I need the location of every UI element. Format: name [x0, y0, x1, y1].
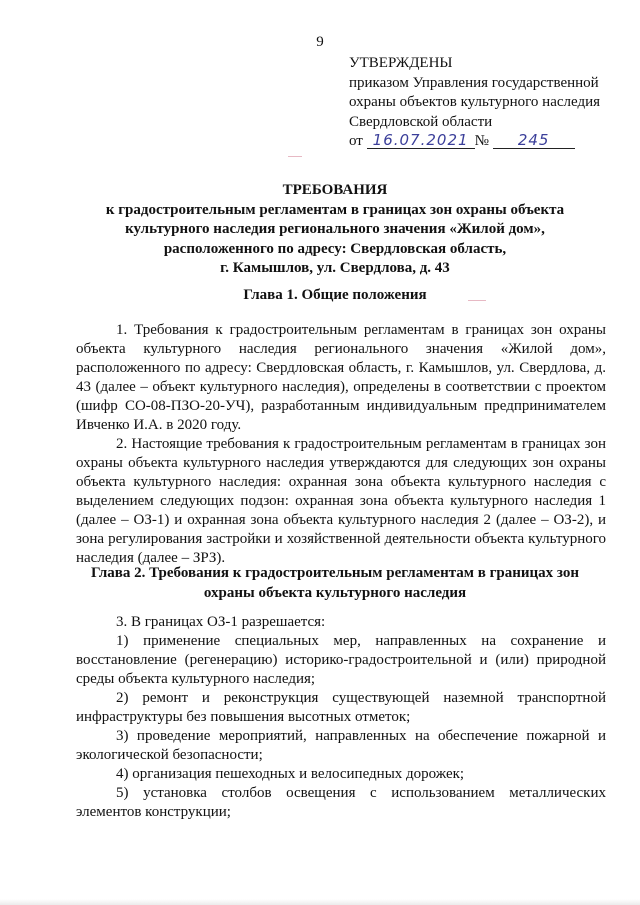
title-line: г. Камышлов, ул. Свердлова, д. 43 — [220, 260, 450, 276]
approval-stamp — [349, 54, 634, 152]
title-line: расположенного по адресу: Свердловская область, — [163, 240, 507, 257]
number-prefix: № — [474, 133, 489, 149]
approval-date-line — [349, 132, 634, 152]
chapter2-body — [76, 613, 606, 822]
title-line: к градостроительным регламентам в границах зон охраны объекта — [105, 201, 565, 218]
approval-line-order: приказом Управления государственной — [349, 74, 599, 91]
chapter2-heading-line: Глава 2. Требования к градостроительным регламентам в границах зон — [90, 565, 580, 581]
chapter1-body — [76, 321, 606, 568]
chapter2-heading-line: охраны объекта культурного наследия — [203, 584, 467, 601]
handwritten-date: 16.07.2021 — [367, 132, 475, 149]
list-item: 4) организация пешеходных и велосипедных дорожек; — [116, 766, 465, 782]
handwritten-number: 245 — [493, 132, 575, 149]
approval-heading: УТВЕРЖДЕНЫ — [349, 55, 453, 71]
paragraph-2: 2. Настоящие требования к градостроительным регламентам в границах зон охраны объекта культурного наследия утверждаются для следующих зон охраны объекта культурного наследия: охранная зона объекта культурного наследия с выделением следующих подзон: охранная зона объекта культурного наследия 1 (далее – ОЗ-1) и охранная зона объекта культурного наследия 2 (далее – ОЗ-2), и зона регулирования застройки и хозяйственной деятельности объекта культурного наследия (далее – ЗРЗ). — [76, 436, 606, 566]
paragraph-1: 1. Требования к градостроительным регламентам в границах зон охраны объекта культурного наследия регионального значения «Жилой дом», расположенного по адресу: Свердловская область, г. Камышлов, ул. Свердлова, д. 43 (далее – объект культурного наследия), определены в соответствии с проектом (шифр СО-08-ПЗО-20-УЧ), разработанным индивидуальным предпринимателем Ивченко И.А. в 2020 году. — [76, 322, 606, 433]
list-item: 1) применение специальных мер, направленных на сохранение и восстановление (регенерацию) историко-градостроительной и (или) природной среды объекта культурного наследия; — [76, 633, 606, 687]
chapter2-heading — [70, 564, 600, 603]
title-heading: ТРЕБОВАНИЯ — [282, 182, 388, 198]
list-item: 5) установка столбов освещения с использованием металлических элементов конструкции; — [76, 785, 606, 820]
title-line: культурного наследия регионального значения «Жилой дом», — [125, 221, 545, 237]
approval-line-department: охраны объектов культурного наследия — [349, 94, 601, 110]
scan-mark — [288, 156, 302, 157]
date-prefix: от — [349, 133, 363, 149]
approval-line-region: Свердловской области — [349, 113, 493, 130]
list-item: 3) проведение мероприятий, направленных на обеспечение пожарной и экологической безопасности; — [76, 728, 606, 763]
chapter1-heading: Глава 1. Общие положения — [243, 287, 427, 303]
list-item: 2) ремонт и реконструкция существующей наземной транспортной инфраструктуры без повышения высотных отметок; — [76, 690, 606, 725]
paragraph-3-intro: 3. В границах ОЗ-1 разрешается: — [116, 614, 326, 630]
page-number: 9 — [316, 34, 324, 50]
document-title — [70, 181, 600, 279]
scan-edge — [0, 899, 640, 905]
